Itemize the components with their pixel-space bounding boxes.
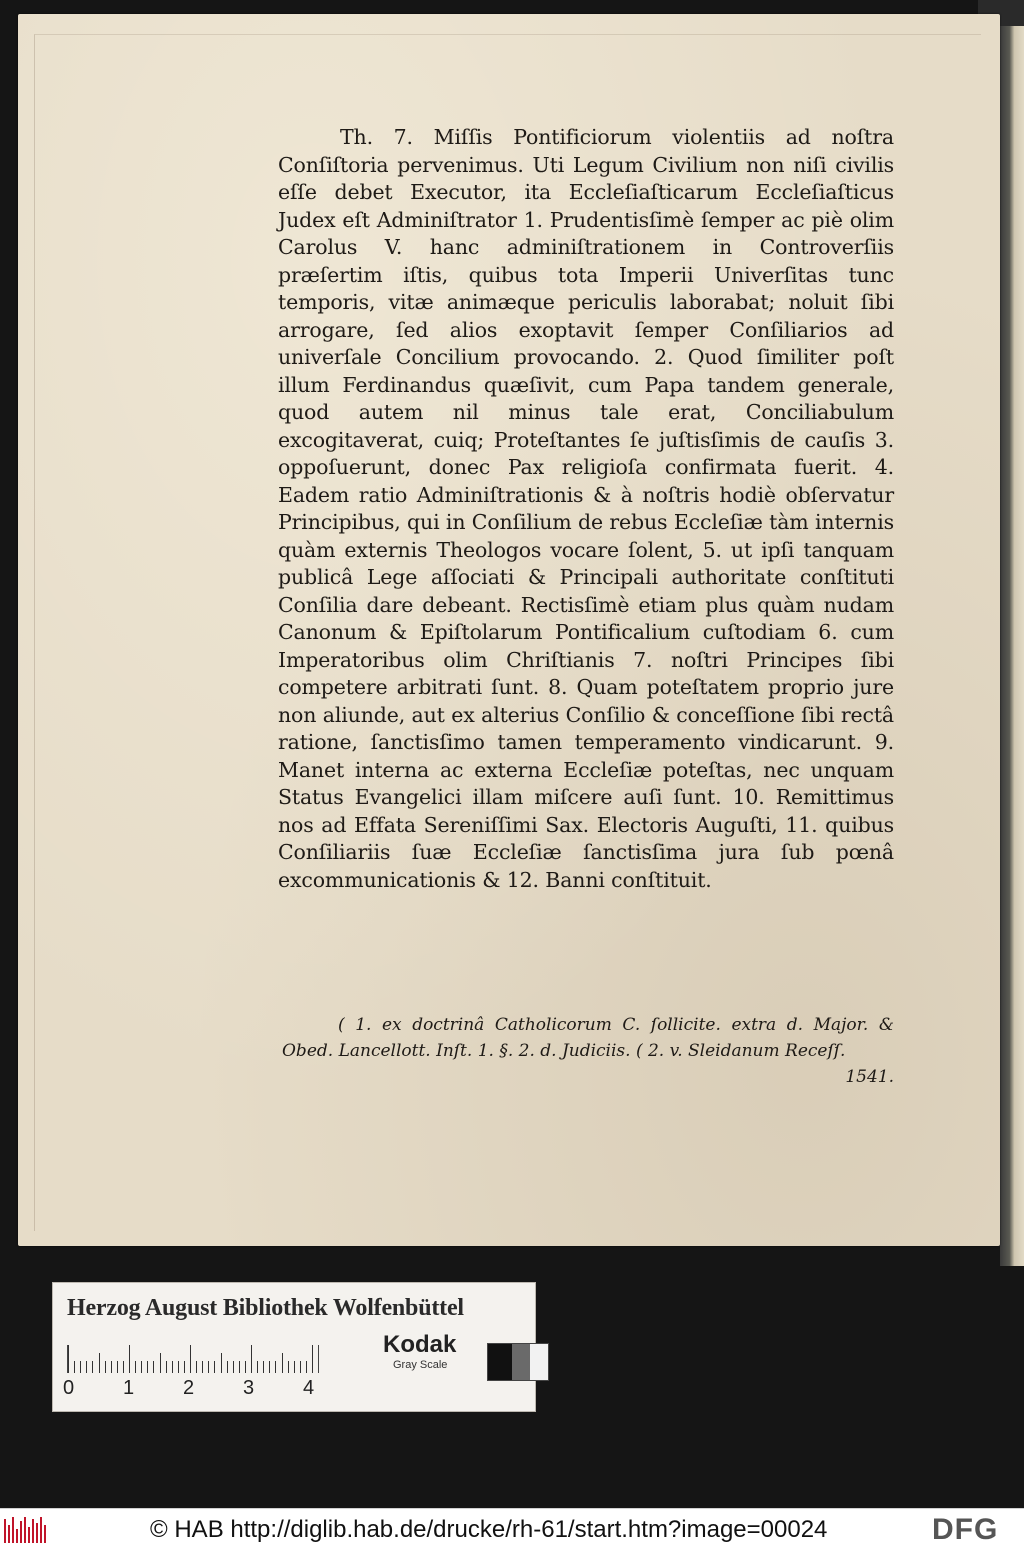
thesis-paragraph bbox=[278, 124, 894, 894]
footnote-text: ( 1. ex doctrinâ Catholicorum C. ſollicite. extra d. Major. & Obed. Lancellott. Inſt. 1. §. 2. d. Judiciis. ( 2. v. Sleidanum Receſſ. bbox=[282, 1015, 894, 1061]
adjacent-leaf-edge bbox=[1000, 26, 1024, 1266]
ruler-tick bbox=[245, 1361, 246, 1373]
patch-light bbox=[530, 1344, 548, 1380]
barcode-icon bbox=[4, 1515, 48, 1543]
ruler-tick bbox=[166, 1361, 167, 1373]
patch-mid bbox=[512, 1344, 530, 1380]
ruler-tick bbox=[275, 1361, 276, 1373]
ruler-tick bbox=[190, 1345, 191, 1373]
barcode-bar bbox=[28, 1527, 30, 1543]
ruler-tick bbox=[99, 1353, 100, 1373]
ruler-tick bbox=[160, 1353, 161, 1373]
footnotes-block bbox=[282, 1012, 894, 1090]
library-name: Herzog August Bibliothek Wolfenbüttel bbox=[67, 1295, 464, 1321]
ruler-tick bbox=[68, 1345, 69, 1373]
footnote-end: 1541. bbox=[845, 1067, 894, 1087]
scale-label-1: 1 bbox=[123, 1377, 135, 1399]
patch-dark bbox=[488, 1344, 512, 1380]
ruler-tick bbox=[80, 1361, 81, 1373]
ruler-tick bbox=[214, 1361, 215, 1373]
ruler-tick bbox=[257, 1361, 258, 1373]
ruler-tick bbox=[141, 1361, 142, 1373]
scale-ruler bbox=[67, 1345, 319, 1373]
ruler-tick bbox=[105, 1361, 106, 1373]
barcode-bar bbox=[12, 1517, 14, 1543]
thesis-text: Th. 7. Miſſis Pontificiorum violentiis ad noſtra Conſiſtoria pervenimus. Uti Legum Civilium non niſi civilis eſſe debet Executor, ita Eccleſiaſticarum Eccleſiaſticus Judex eſt Adminiſtrator 1. Prudentisſimè ſemper ac piè olim Carolus V. hanc adminiſtrationem in Controverſiis præſertim iſtis, quibus tota Imperii Univerſitas tunc temporis, vitæ animæque periculis laborabat; noluit ſibi arrogare, ſed alios exoptavit ſemper Conſiliarios ad univerſale Concilium provocando. 2. Quod ſimiliter poſt illum Ferdinandus quæſivit, cum Papa tandem generale, quod autem nil minus tale erat, Conciliabulum excogitaverat, cuiq; Proteſtantes ſe juſtisſimis de cauſis 3. oppoſuerunt, donec Pax religioſa confirmata fuerit. 4. Eadem ratio Adminiſtrationis & à noſtris hodiè obſervatur Principibus, qui in Conſilium de rebus Eccleſiæ tàm internis quàm externis Theologos vocare ſolent, 5. ut ipſi tanquam publicâ Lege aſſociati & Principali authoritate conſtituti Conſilia dare debeant. Rectisſimè etiam plus quàm nudam Canonum & Epiſtolarum Pontificalium cuſtodiam 6. cum Imperatoribus olim Chriſtianis 7. noſtri Principes ſibi competere arbitrati ſunt. 8. Quam poteſtatem proprio jure non aliunde, aut ex alterius Conſilio & conceſſione ſibi rectâ ratione, ſanctisſimo tamen temperamento vindicarunt. 9. Manet interna ac externa Eccleſiæ poteſtas, nec unquam Status Evangelici illam miſcere auſi ſunt. 10. Remittimus nos ad Effata Sereniſſimi Sax. Electoris Auguſti, 11. quibus Conſiliariis ſuæ Eccleſiæ ſanctisſima jura ſub pœnâ excommunicationis & 12. Banni conſtituit. bbox=[278, 125, 894, 892]
color-target-card bbox=[52, 1282, 536, 1412]
barcode-bar bbox=[8, 1525, 10, 1543]
ruler-tick bbox=[233, 1361, 234, 1373]
dfg-logo: DFG bbox=[932, 1513, 999, 1546]
gray-scale-patches bbox=[487, 1343, 549, 1381]
ruler-tick bbox=[86, 1361, 87, 1373]
ruler-tick bbox=[312, 1345, 313, 1373]
ruler-tick bbox=[147, 1361, 148, 1373]
copyright-credit: © HAB http://diglib.hab.de/drucke/rh-61/start.htm?image=00024 bbox=[150, 1516, 828, 1543]
ruler-tick bbox=[123, 1361, 124, 1373]
barcode-bar bbox=[36, 1523, 38, 1543]
ruler-tick bbox=[300, 1361, 301, 1373]
ruler-tick bbox=[306, 1361, 307, 1373]
scale-label-4: 4 bbox=[303, 1377, 315, 1399]
footer-bar bbox=[0, 1508, 1024, 1547]
kodak-brand: Kodak bbox=[383, 1331, 457, 1358]
ruler-tick bbox=[202, 1361, 203, 1373]
ruler-tick bbox=[74, 1361, 75, 1373]
scale-label-0: 0 bbox=[63, 1377, 75, 1399]
barcode-bar bbox=[4, 1519, 6, 1543]
ruler-tick bbox=[184, 1361, 185, 1373]
ruler-tick bbox=[135, 1361, 136, 1373]
ruler-tick bbox=[227, 1361, 228, 1373]
barcode-bar bbox=[20, 1521, 22, 1543]
ruler-tick bbox=[196, 1361, 197, 1373]
ruler-tick bbox=[282, 1353, 283, 1373]
ruler-tick bbox=[172, 1361, 173, 1373]
ruler-tick bbox=[269, 1361, 270, 1373]
main-text-block bbox=[278, 124, 894, 894]
ruler-tick bbox=[153, 1361, 154, 1373]
barcode-bar bbox=[44, 1525, 46, 1543]
kodak-subtitle: Gray Scale bbox=[393, 1359, 448, 1371]
ruler-tick bbox=[288, 1361, 289, 1373]
ruler-tick bbox=[117, 1361, 118, 1373]
ruler-tick bbox=[239, 1361, 240, 1373]
scale-labels bbox=[63, 1377, 333, 1399]
ruler-tick bbox=[129, 1345, 130, 1373]
ruler-tick bbox=[294, 1361, 295, 1373]
barcode-bar bbox=[32, 1519, 34, 1543]
scale-label-3: 3 bbox=[243, 1377, 255, 1399]
ruler-tick bbox=[208, 1361, 209, 1373]
barcode-bar bbox=[24, 1517, 26, 1543]
scale-label-2: 2 bbox=[183, 1377, 195, 1399]
barcode-bar bbox=[16, 1529, 18, 1543]
ruler-tick bbox=[263, 1361, 264, 1373]
ruler-tick bbox=[251, 1345, 252, 1373]
barcode-bar bbox=[40, 1517, 42, 1543]
ruler-tick bbox=[221, 1353, 222, 1373]
ruler-tick bbox=[178, 1361, 179, 1373]
ruler-tick bbox=[111, 1361, 112, 1373]
ruler-tick bbox=[92, 1361, 93, 1373]
